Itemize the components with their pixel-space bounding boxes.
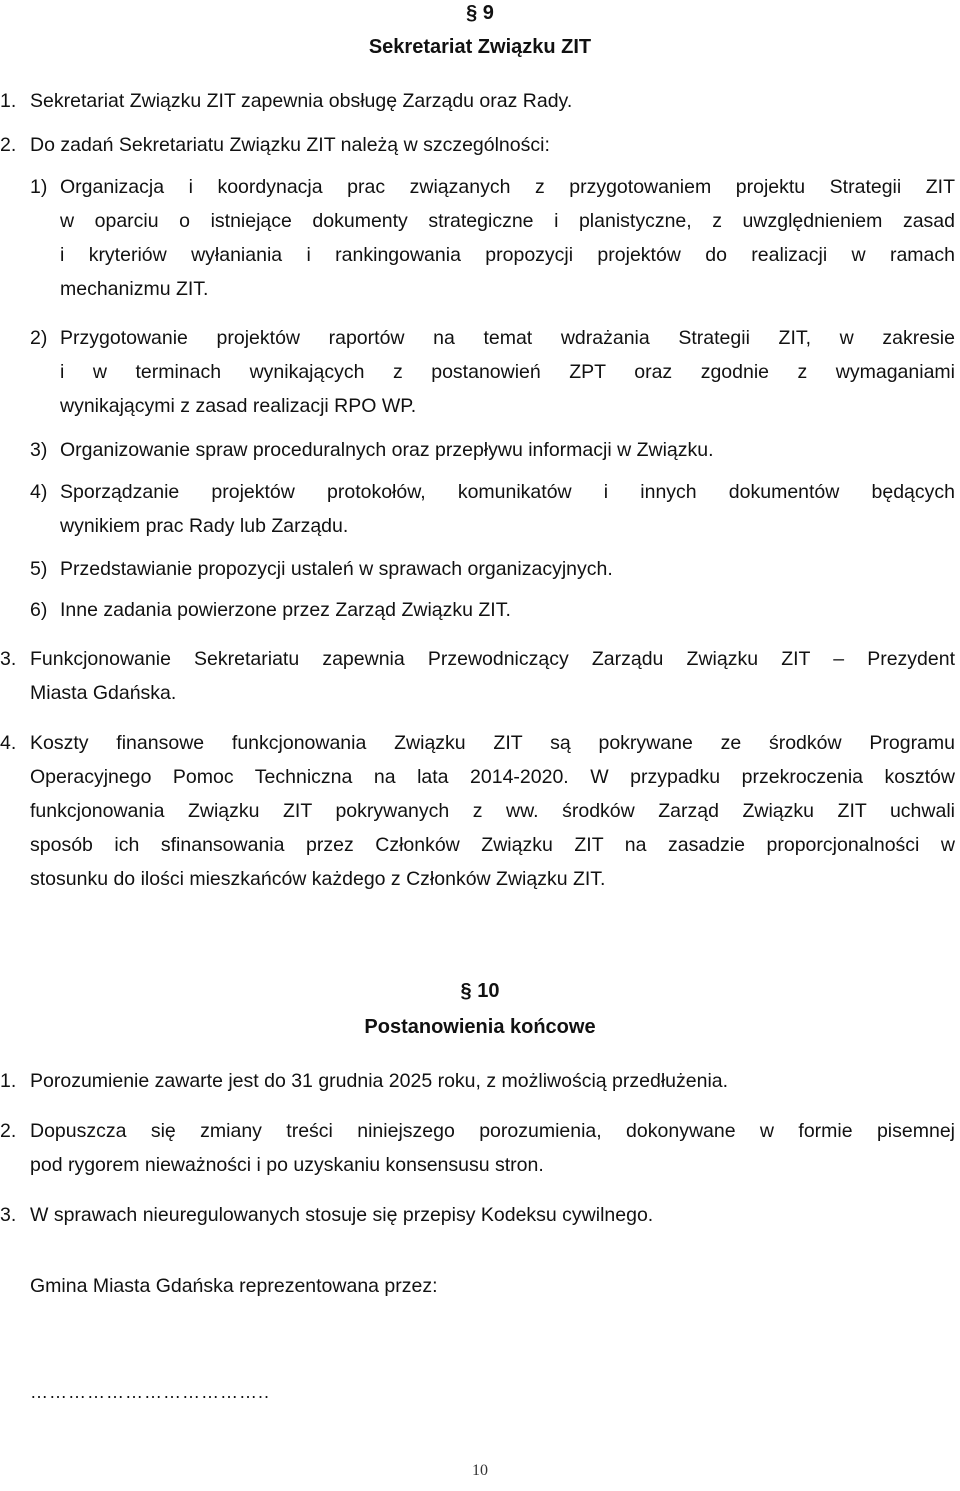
page-number: 10 bbox=[472, 1462, 488, 1479]
section-10-paragraph-1: 1. Porozumienie zawarte jest do 31 grudnia 2025 roku, z możliwością przedłużenia. bbox=[0, 1070, 729, 1092]
section-9-item-3: 3) Organizowanie spraw proceduralnych oraz przepływu informacji w Związku. bbox=[30, 439, 714, 461]
section-10-paragraph-3: 3. W sprawach nieuregulowanych stosuje się przepisy Kodeksu cywilnego. bbox=[0, 1204, 654, 1226]
section-10-paragraph-2: 2. Dopuszcza się zmiany treści niniejszego porozumienia, dokonywane w formie pisemnej pod rygorem nieważności i po uzyskaniu konsensusu stron. bbox=[0, 1120, 955, 1176]
signature-label: Gmina Miasta Gdańska reprezentowana przez: bbox=[30, 1275, 438, 1297]
section-9-item-4: 4) Sporządzanie projektów protokołów, komunikatów i innych dokumentów będących wynikiem prac Rady lub Zarządu. bbox=[30, 481, 955, 537]
signature-line: ……………………………….. bbox=[30, 1382, 271, 1402]
section-9-paragraph-3: 3. Funkcjonowanie Sekretariatu zapewnia Przewodniczący Zarządu Związku ZIT – Prezydent Miasta Gdańska. bbox=[0, 648, 955, 704]
section-9-item-6: 6) Inne zadania powierzone przez Zarząd Związku ZIT. bbox=[30, 599, 511, 621]
section-9-paragraph-2: 2. Do zadań Sekretariatu Związku ZIT należą w szczególności: bbox=[0, 134, 550, 156]
section-10-title: Postanowienia końcowe bbox=[364, 1016, 596, 1038]
section-9-item-5: 5) Przedstawianie propozycji ustaleń w sprawach organizacyjnych. bbox=[30, 558, 613, 580]
section-9-paragraph-1: 1. Sekretariat Związku ZIT zapewnia obsługę Zarządu oraz Rady. bbox=[0, 90, 573, 112]
section-10-number: § 10 bbox=[460, 980, 500, 1002]
section-9-title: Sekretariat Związku ZIT bbox=[368, 36, 592, 58]
section-9-number: § 9 bbox=[466, 2, 494, 24]
section-9-item-1: 1) Organizacja i koordynacja prac związanych z przygotowaniem projektu Strategii ZIT w oparciu o istniejące dokumenty strategiczne i planistyczne, z uwzględnieniem zasad i kryteriów wyłaniania i rankingowania propozycji projektów do realizacji w ramach mechanizmu ZIT. bbox=[30, 176, 955, 300]
section-9-paragraph-4: 4. Koszty finansowe funkcjonowania Związku ZIT są pokrywane ze środków Programu Operacyjnego Pomoc Techniczna na lata 2014-2020. W przypadku przekroczenia kosztów funkcjonowania Związku ZIT pokrywanych z ww. środków Zarząd Związku ZIT uchwali sposób ich sfinansowania przez Członków Związku ZIT na zasadzie proporcjonalności w stosunku do ilości mieszkańców każdego z Członków Związku ZIT. bbox=[0, 732, 955, 890]
section-9-item-2: 2) Przygotowanie projektów raportów na temat wdrażania Strategii ZIT, w zakresie i w terminach wynikających z postanowień ZPT oraz zgodnie z wymaganiami wynikającymi z zasad realizacji RPO WP. bbox=[30, 327, 955, 417]
